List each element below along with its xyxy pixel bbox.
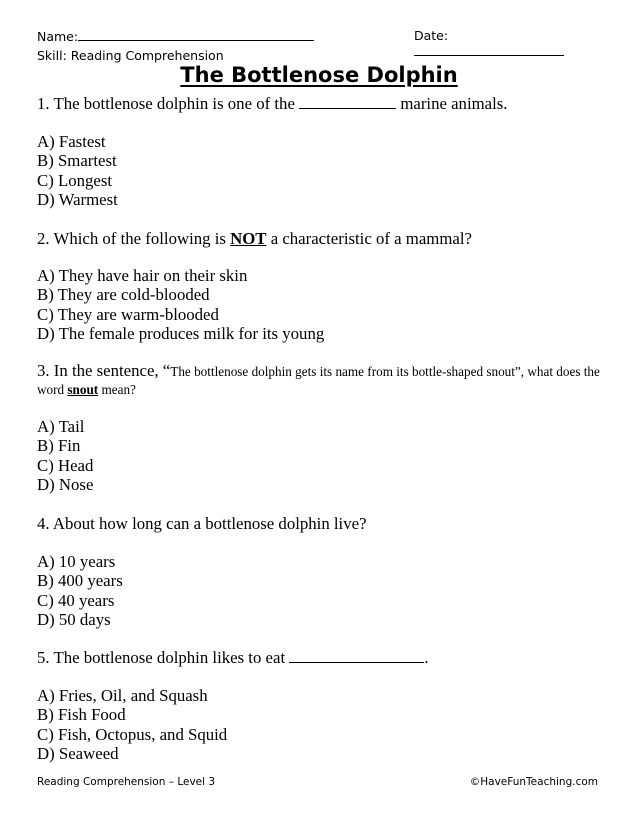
option: C) Longest	[37, 170, 113, 190]
option: A) Fries, Oil, and Squash	[37, 686, 208, 705]
option: D) Seaweed	[37, 743, 119, 763]
question-5-options	[37, 686, 227, 763]
question-3-options	[37, 417, 93, 494]
option: B) Fin	[37, 436, 81, 456]
option: A) Fastest	[37, 132, 106, 151]
question-2-text-end: a characteristic of a mammal?	[270, 229, 472, 248]
option: D) Nose	[37, 474, 94, 494]
question-5-text-end: .	[424, 648, 429, 667]
footer-copyright: ©HaveFunTeaching.com	[469, 776, 598, 788]
emphasis-word: snout	[67, 382, 99, 397]
emphasis-word: NOT	[230, 229, 267, 248]
footer-level: Reading Comprehension – Level 3	[37, 776, 216, 788]
option: A) They have hair on their skin	[37, 266, 248, 285]
option: C) 40 years	[37, 590, 115, 610]
question-3-quote: The bottlenose dolphin gets its name from its bottle-shaped snout”, what does the word	[37, 364, 600, 397]
option: B) 400 years	[37, 571, 123, 591]
worksheet-title: The Bottlenose Dolphin	[180, 63, 458, 87]
date-blank-line	[414, 43, 564, 56]
answer-blank	[299, 94, 396, 109]
question-1-text-end: marine animals.	[400, 94, 508, 113]
question-5-text: 5. The bottlenose dolphin likes to eat	[37, 648, 286, 667]
question-3-text-end: mean?	[101, 382, 136, 397]
question-2	[37, 229, 607, 248]
option: C) Head	[37, 455, 94, 475]
option: B) Smartest	[37, 151, 117, 171]
option: B) Fish Food	[37, 705, 126, 725]
skill-label: Skill: Reading Comprehension	[37, 48, 224, 63]
worksheet-header	[37, 28, 598, 48]
name-label: Name:	[37, 29, 79, 44]
answer-blank	[289, 648, 424, 663]
option: A) Tail	[37, 417, 85, 436]
name-field	[37, 28, 314, 44]
name-blank-line	[78, 28, 314, 41]
option: C) Fish, Octopus, and Squid	[37, 724, 228, 744]
option: D) Warmest	[37, 189, 118, 209]
question-4-options	[37, 552, 123, 629]
question-1	[37, 94, 607, 113]
question-5	[37, 648, 607, 667]
option: B) They are cold-blooded	[37, 285, 210, 305]
question-3	[37, 362, 607, 399]
question-2-options	[37, 266, 324, 343]
question-3-text: 3. In the sentence, “	[37, 361, 171, 380]
question-1-text: 1. The bottlenose dolphin is one of the	[37, 94, 295, 113]
option: D) The female produces milk for its young	[37, 323, 325, 343]
question-2-text: 2. Which of the following is	[37, 229, 226, 248]
option: C) They are warm-blooded	[37, 304, 219, 324]
date-label: Date:	[414, 28, 449, 43]
option: D) 50 days	[37, 609, 111, 629]
date-field	[414, 28, 598, 59]
question-4: 4. About how long can a bottlenose dolphin live?	[37, 514, 367, 533]
question-1-options	[37, 132, 118, 209]
option: A) 10 years	[37, 552, 116, 571]
